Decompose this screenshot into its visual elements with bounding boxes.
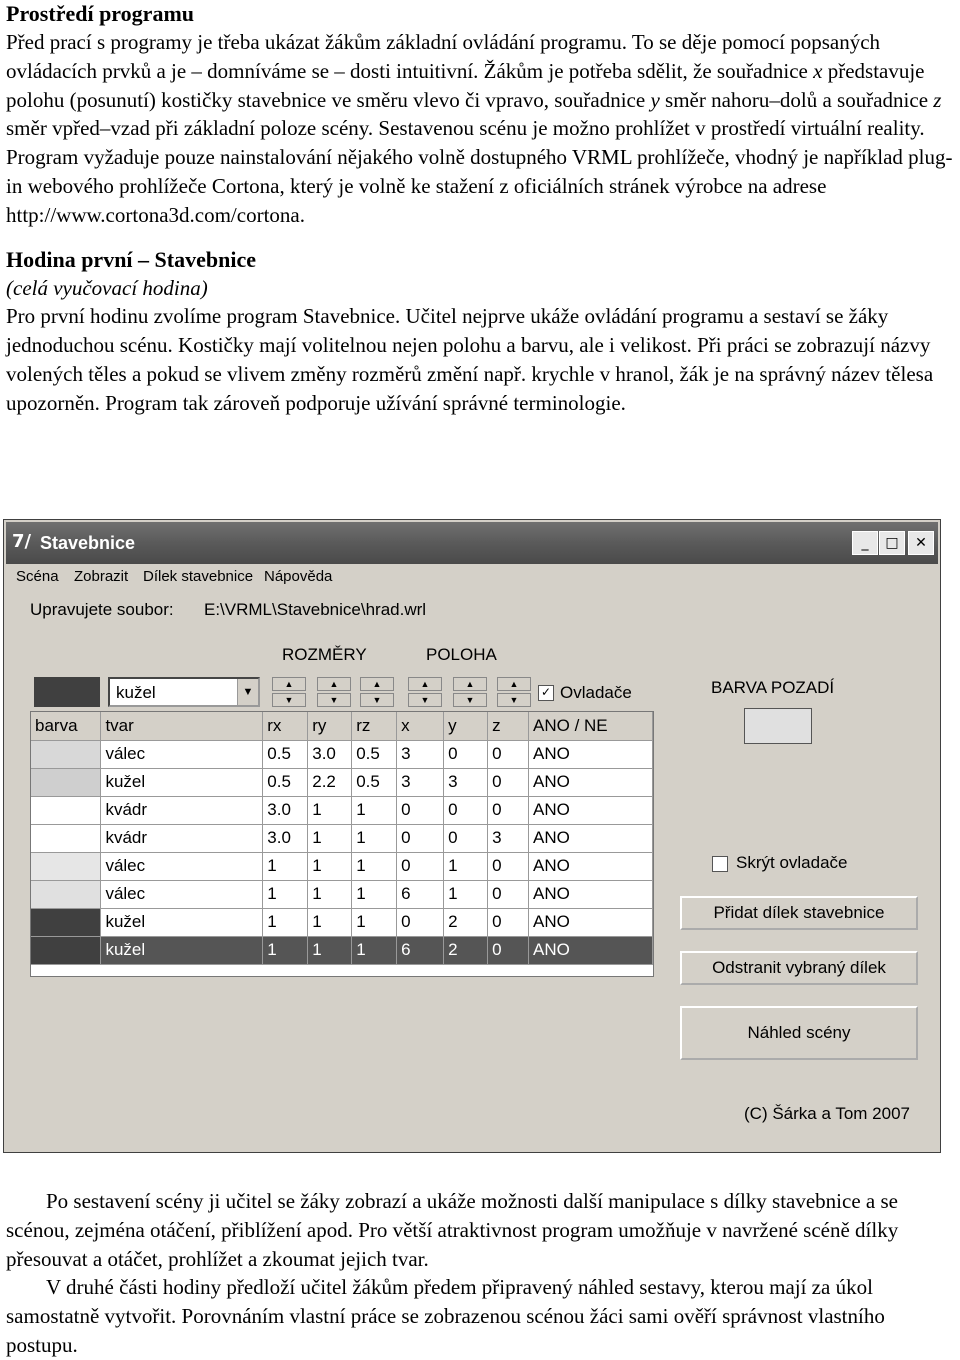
heading-prostredi: Prostředí programu <box>6 1 194 26</box>
table-row[interactable] <box>31 880 653 908</box>
col-ry: ry <box>308 712 352 740</box>
spin-up-icon[interactable]: ▲ <box>497 677 531 691</box>
cell-ano[interactable]: ANO <box>529 936 653 964</box>
table-header <box>31 712 653 740</box>
spin-down-icon[interactable]: ▼ <box>317 693 351 707</box>
cell-rx[interactable]: 1 <box>263 936 308 964</box>
spin-up-icon[interactable]: ▲ <box>317 677 351 691</box>
color-fill <box>31 797 100 824</box>
cell-rz[interactable]: 1 <box>352 824 397 852</box>
close-button[interactable]: ✕ <box>908 531 934 555</box>
cell-rx[interactable]: 1 <box>263 880 308 908</box>
cell-ry[interactable]: 1 <box>308 824 352 852</box>
cell-rz[interactable]: 1 <box>352 908 397 936</box>
file-path: E:\VRML\Stavebnice\hrad.wrl <box>204 600 427 619</box>
cell-rx[interactable]: 1 <box>263 852 308 880</box>
table-row[interactable] <box>31 824 653 852</box>
minimize-button[interactable]: _ <box>852 531 878 555</box>
row-color-swatch[interactable] <box>31 740 101 768</box>
menu-dilek[interactable]: Dílek stavebnice <box>143 568 254 585</box>
color-fill <box>31 825 100 852</box>
chevron-down-icon[interactable]: ▼ <box>237 679 258 705</box>
cell-y[interactable]: 1 <box>444 852 488 880</box>
ovladace-checkbox[interactable]: ✓ <box>538 685 554 701</box>
document <box>6 0 954 418</box>
cell-ry[interactable]: 1 <box>308 796 352 824</box>
cell-ano[interactable]: ANO <box>529 908 653 936</box>
spinner-rx[interactable] <box>272 677 306 707</box>
cell-tvar[interactable]: válec <box>101 852 263 880</box>
cell-z[interactable]: 0 <box>488 740 529 768</box>
cell-ry[interactable]: 1 <box>308 880 352 908</box>
row-color-swatch[interactable] <box>31 880 101 908</box>
cell-rz[interactable]: 1 <box>352 796 397 824</box>
cell-ano[interactable]: ANO <box>529 796 653 824</box>
poloha-label: POLOHA <box>426 645 497 664</box>
cell-rx[interactable]: 3.0 <box>263 824 308 852</box>
cell-y[interactable]: 0 <box>444 824 488 852</box>
cell-rz[interactable]: 1 <box>352 936 397 964</box>
spinner-rz[interactable] <box>360 677 394 707</box>
row-color-swatch[interactable] <box>31 768 101 796</box>
cell-tvar[interactable]: kužel <box>101 908 263 936</box>
copyright-label: (C) Šárka a Tom 2007 <box>744 1104 910 1123</box>
cell-y[interactable]: 2 <box>444 908 488 936</box>
col-z: z <box>488 712 529 740</box>
table-row[interactable] <box>31 852 653 880</box>
maximize-button[interactable]: □ <box>879 531 905 555</box>
preview-scene-button[interactable]: Náhled scény <box>680 1006 918 1060</box>
color-fill <box>31 937 100 964</box>
rozmery-label: ROZMĚRY <box>282 645 367 664</box>
row-color-swatch[interactable] <box>31 908 101 936</box>
cell-ano[interactable]: ANO <box>529 740 653 768</box>
color-fill <box>31 769 100 796</box>
remove-part-button[interactable]: Odstranit vybraný dílek <box>680 951 918 985</box>
cell-tvar[interactable]: válec <box>101 880 263 908</box>
row-color-swatch[interactable] <box>31 936 101 964</box>
cell-z[interactable]: 0 <box>488 852 529 880</box>
table-row[interactable] <box>31 796 653 824</box>
spinner-z[interactable] <box>497 677 531 707</box>
cell-z[interactable]: 0 <box>488 880 529 908</box>
cell-rx[interactable]: 1 <box>263 908 308 936</box>
cell-y[interactable]: 0 <box>444 796 488 824</box>
cell-rz[interactable]: 1 <box>352 852 397 880</box>
color-fill <box>31 853 100 880</box>
cell-tvar[interactable]: kužel <box>101 768 263 796</box>
cell-z[interactable]: 3 <box>488 824 529 852</box>
col-tvar: tvar <box>101 712 263 740</box>
cell-z[interactable]: 0 <box>488 796 529 824</box>
cell-ry[interactable]: 1 <box>308 936 352 964</box>
col-y: y <box>444 712 488 740</box>
app-icon: 7/ <box>12 531 32 552</box>
cell-y[interactable]: 1 <box>444 880 488 908</box>
paragraph-hodina: Pro první hodinu zvolíme program Stavebnice. Učitel nejprve ukáže ovládání programu a sestaví se žáky jednoduchou scénu. Kostičky mají volitelnou nejen polohu a barvu, ale i velikost. Při práci se zobrazují názvy volených těles a pokud se vlivem změny rozměrů změní např. krychle v hranol, žák je na správný název tělesa upozorněn. Program tak zároveň podporuje užívání správné terminologie. <box>6 304 934 415</box>
cell-x[interactable]: 3 <box>397 768 444 796</box>
barva-pozadi-label: BARVA POZADÍ <box>711 678 835 697</box>
cell-tvar[interactable]: kvádr <box>101 796 263 824</box>
cell-tvar[interactable]: kužel <box>101 936 263 964</box>
spin-down-icon[interactable]: ▼ <box>497 693 531 707</box>
col-rx: rx <box>263 712 308 740</box>
menu-scena[interactable]: Scéna <box>16 568 59 585</box>
shape-select[interactable] <box>108 677 260 707</box>
spinner-y[interactable] <box>453 677 487 707</box>
spin-down-icon[interactable]: ▼ <box>453 693 487 707</box>
cell-z[interactable]: 0 <box>488 936 529 964</box>
spinner-x[interactable] <box>408 677 442 707</box>
row-color-swatch[interactable] <box>31 852 101 880</box>
cell-x[interactable]: 6 <box>397 880 444 908</box>
window-title: Stavebnice <box>40 533 136 553</box>
cell-ano[interactable]: ANO <box>529 824 653 852</box>
cell-rz[interactable]: 0.5 <box>352 768 397 796</box>
color-fill <box>31 881 100 908</box>
spin-up-icon[interactable]: ▲ <box>453 677 487 691</box>
paragraph-po-sestaveni: Po sestavení scény ji učitel se žáky zobrazí a ukáže možnosti další manipulace s dílky stavebnice a se scénou, zejména otáčení, přiblížení apod. Pro větší atraktivnost program umožňuje v navržené scéně dílky přesouvat a otáčet, prohlížet a zkoumat jejich tvar. <box>6 1189 899 1271</box>
cell-ry[interactable]: 3.0 <box>308 740 352 768</box>
table-row[interactable] <box>31 908 653 936</box>
stavebnice-window <box>3 519 941 1153</box>
cell-rx[interactable]: 0.5 <box>263 768 308 796</box>
cell-tvar[interactable]: kvádr <box>101 824 263 852</box>
cell-rx[interactable]: 3.0 <box>263 796 308 824</box>
color-fill <box>31 909 100 936</box>
file-label: Upravujete soubor: <box>30 600 174 619</box>
cell-z[interactable]: 0 <box>488 768 529 796</box>
document-bottom <box>6 1187 954 1360</box>
add-part-button[interactable]: Přidat dílek stavebnice <box>680 896 918 930</box>
cell-ano[interactable]: ANO <box>529 768 653 796</box>
parts-table <box>30 711 654 977</box>
spinner-ry[interactable] <box>317 677 351 707</box>
background-color-box[interactable] <box>744 708 812 744</box>
spin-up-icon[interactable]: ▲ <box>408 677 442 691</box>
table-row[interactable] <box>31 740 653 768</box>
cell-rz[interactable]: 1 <box>352 880 397 908</box>
col-ano-ne: ANO / NE <box>529 712 653 740</box>
skryt-label: Skrýt ovladače <box>736 853 848 872</box>
cell-y[interactable]: 2 <box>444 936 488 964</box>
paragraph-druha-cast: V druhé části hodiny předloží učitel žákům předem připravený náhled sestavy, kterou mají za úkol samostatně vytvořit. Porovnáním vlastní práce se zobrazenou scénou žáci sami ověří správnost vlastního postupu. <box>6 1275 885 1357</box>
cell-rz[interactable]: 0.5 <box>352 740 397 768</box>
col-barva: barva <box>31 712 101 740</box>
cell-x[interactable]: 0 <box>397 852 444 880</box>
heading-hodina-prvni: Hodina první – Stavebnice <box>6 246 256 272</box>
cell-y[interactable]: 3 <box>444 768 488 796</box>
cell-ano[interactable]: ANO <box>529 880 653 908</box>
cell-ano[interactable]: ANO <box>529 852 653 880</box>
cell-x[interactable]: 6 <box>397 936 444 964</box>
spin-down-icon[interactable]: ▼ <box>360 693 394 707</box>
cell-x[interactable]: 0 <box>397 824 444 852</box>
cell-tvar[interactable]: válec <box>101 740 263 768</box>
menu-napoveda[interactable]: Nápověda <box>264 568 333 585</box>
menu-bar <box>6 564 938 590</box>
cell-ry[interactable]: 1 <box>308 852 352 880</box>
ovladace-label: Ovladače <box>560 683 632 702</box>
color-fill <box>31 741 100 768</box>
title-bar <box>6 522 938 564</box>
spin-up-icon[interactable]: ▲ <box>360 677 394 691</box>
cell-z[interactable]: 0 <box>488 908 529 936</box>
cell-ry[interactable]: 1 <box>308 908 352 936</box>
cell-rx[interactable]: 0.5 <box>263 740 308 768</box>
subheading-cela-hodina: (celá vyučovací hodina) <box>6 275 208 300</box>
spin-down-icon[interactable]: ▼ <box>272 693 306 707</box>
spin-down-icon[interactable]: ▼ <box>408 693 442 707</box>
color-swatch[interactable] <box>34 677 100 707</box>
spin-up-icon[interactable]: ▲ <box>272 677 306 691</box>
skryt-checkbox[interactable] <box>712 856 728 872</box>
menu-zobrazit[interactable]: Zobrazit <box>74 568 129 585</box>
row-color-swatch[interactable] <box>31 796 101 824</box>
cell-y[interactable]: 0 <box>444 740 488 768</box>
col-x: x <box>397 712 444 740</box>
col-rz: rz <box>352 712 397 740</box>
row-color-swatch[interactable] <box>31 824 101 852</box>
table-row[interactable] <box>31 768 653 796</box>
cell-x[interactable]: 0 <box>397 796 444 824</box>
shape-select-value: kužel <box>116 683 156 702</box>
table-row[interactable] <box>31 936 653 964</box>
paragraph-intro: Před prací s programy je třeba ukázat žákům základní ovládání programu. To se děje pomocí popsaných ovládacích prvků a je – domníváme se – dosti intuitivní. Žákům je potřeba sdělit, že souřadnice x představuje polohu (posunutí) kostičky stavebnice ve směru vlevo či vpravo, souřadnice y směr nahoru–dolů a souřadnice z směr vpřed–vzad při základní poloze scény. Sestavenou scénu je možno prohlížet v prostředí virtuální reality. Program vyžaduje pouze nainstalování nějakého volně dostupného VRML prohlížeče, vhodný je například plug-in webového prohlížeče Cortona, který je volně ke stažení z oficiálních stránek výrobce na adrese http://www.cortona3d.com/cortona. <box>6 30 953 227</box>
cell-x[interactable]: 0 <box>397 908 444 936</box>
cell-x[interactable]: 3 <box>397 740 444 768</box>
cell-ry[interactable]: 2.2 <box>308 768 352 796</box>
